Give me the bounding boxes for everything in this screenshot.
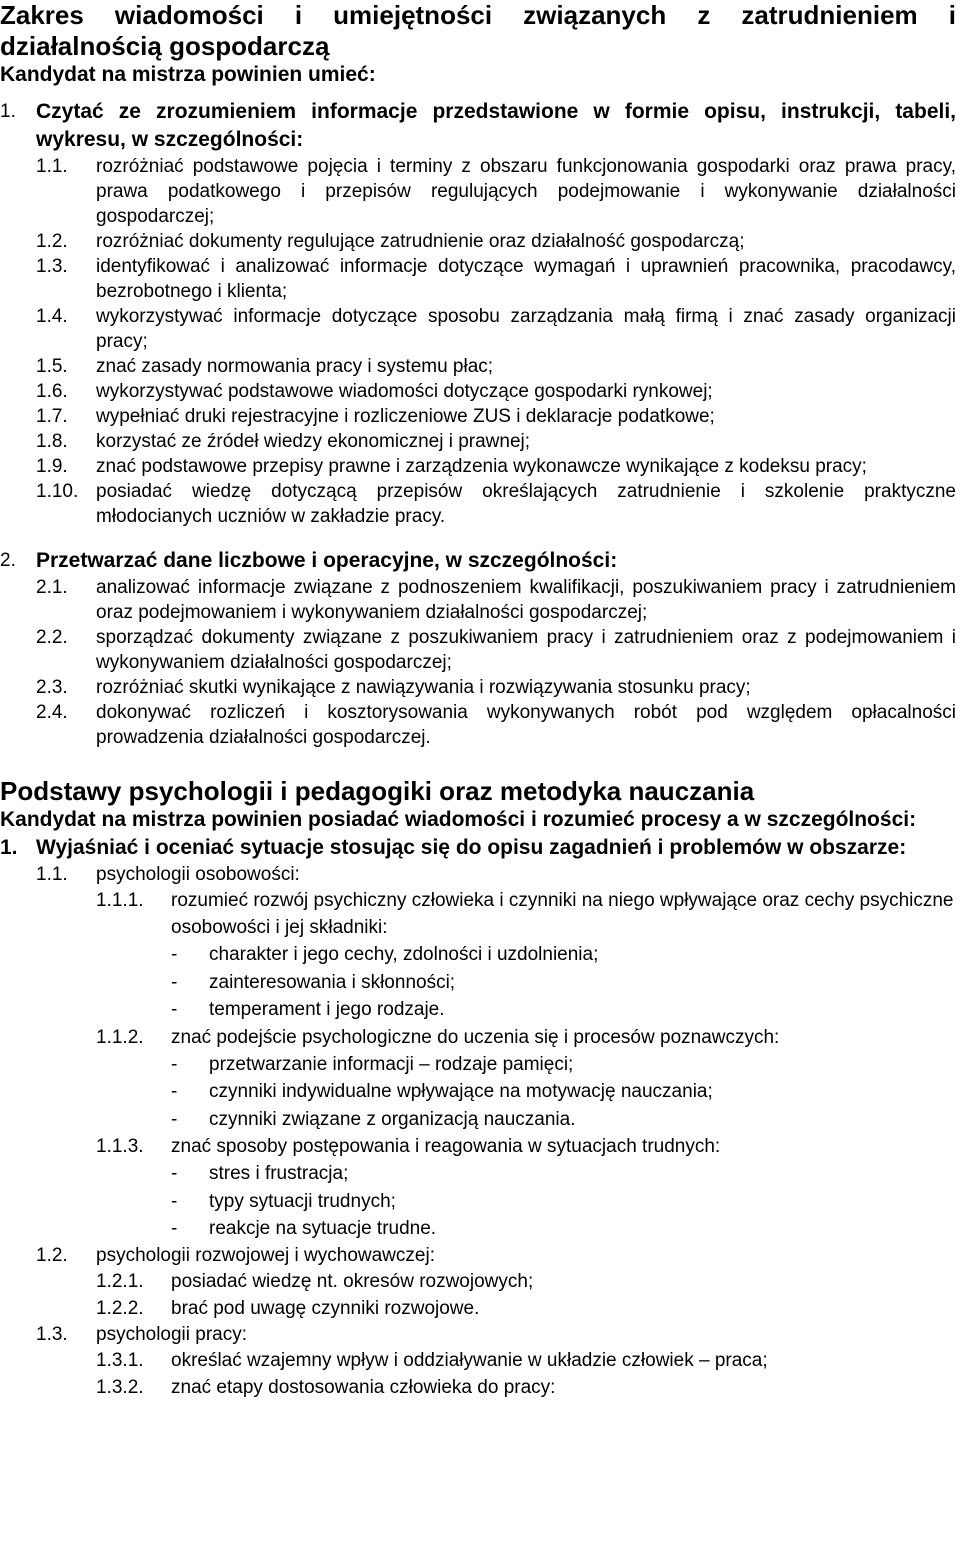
item-number: 1.2.	[36, 1244, 68, 1266]
item-text: znać podstawowe przepisy prawne i zarządzenia wykonawcze wynikające z kodeksu pracy;	[96, 456, 867, 477]
item-number: 1.3.	[36, 1323, 68, 1345]
list-item	[36, 379, 956, 404]
list-item	[36, 575, 956, 625]
item-text: wykorzystywać informacje dotyczące sposobu zarządzania małą firmą i znać zasady organizacji pracy;	[96, 306, 956, 352]
list-item	[36, 254, 956, 304]
item-number: 1.	[0, 836, 18, 859]
item-number: 1.6.	[36, 381, 68, 402]
dash-bullet: -	[171, 1163, 178, 1184]
item-text: psychologii osobowości:	[96, 864, 300, 885]
item-text: wypełniać druki rejestracyjne i rozliczeniowe ZUS i deklaracje podatkowe;	[96, 406, 715, 427]
list-item	[36, 404, 956, 429]
section-intro-employment: Kandydat na mistrza powinien umieć:	[0, 63, 376, 86]
item-text: brać pod uwagę czynniki rozwojowe.	[171, 1297, 480, 1319]
list-item	[36, 700, 956, 750]
list-item	[96, 1295, 956, 1322]
bullet-item	[171, 1188, 956, 1216]
dash-bullet: -	[171, 971, 178, 993]
main-item-2	[0, 547, 956, 575]
item-number: 1.3.2.	[96, 1376, 144, 1398]
item-text: stres i frustracja;	[209, 1163, 349, 1184]
item-text: Czytać ze zrozumieniem informacje przedstawione w formie opisu, instrukcji, tabeli, wykresu, w szczególności:	[36, 100, 956, 151]
item-text: znać zasady normowania pracy i systemu płac;	[96, 356, 494, 377]
list-item	[96, 1374, 956, 1401]
bullet-item	[171, 1215, 956, 1243]
item-number: 1.	[0, 101, 16, 122]
item-text: temperament i jego rodzaje.	[209, 999, 445, 1020]
item-text: znać etapy dostosowania człowieka do pracy:	[171, 1376, 556, 1398]
item-number: 2.3.	[36, 677, 68, 698]
dash-bullet: -	[171, 1053, 178, 1075]
dash-bullet: -	[171, 1190, 178, 1212]
item-number: 1.1.1.	[96, 890, 144, 911]
bullet-item	[171, 1078, 956, 1106]
list-item	[36, 429, 956, 454]
list-item	[96, 1133, 956, 1160]
item-text: psychologii rozwojowej i wychowawczej:	[96, 1244, 435, 1266]
list-item	[96, 1347, 956, 1374]
list-item	[96, 887, 956, 941]
section-title-employment: Zakres wiadomości i umiejętności związanych z zatrudnieniem i działalnością gospodarczą	[0, 0, 956, 61]
list-item	[36, 479, 956, 529]
bullet-item	[171, 996, 956, 1024]
item-text: rozróżniać skutki wynikające z nawiązywania i rozwiązywania stosunku pracy;	[96, 677, 751, 698]
list-item	[36, 1243, 956, 1268]
item-number: 1.5.	[36, 356, 68, 377]
item-text: typy sytuacji trudnych;	[209, 1190, 396, 1212]
list-item	[36, 354, 956, 379]
item-number: 1.1.3.	[96, 1136, 144, 1157]
item-number: 2.4.	[36, 702, 68, 723]
psych-item-1	[0, 834, 956, 862]
list-item	[36, 454, 956, 479]
item-number: 1.10.	[36, 481, 79, 502]
item-number: 1.8.	[36, 431, 68, 452]
dash-bullet: -	[171, 944, 178, 965]
item-number: 1.7.	[36, 406, 68, 427]
list-item	[36, 625, 956, 675]
item-number: 1.1.	[36, 864, 68, 885]
dash-bullet: -	[171, 1108, 178, 1130]
item-text: posiadać wiedzę nt. okresów rozwojowych;	[171, 1270, 534, 1292]
item-text: reakcje na sytuacje trudne.	[209, 1218, 437, 1239]
item-text: rozróżniać dokumenty regulujące zatrudnienie oraz działalność gospodarczą;	[96, 231, 745, 252]
bullet-item	[171, 1051, 956, 1079]
item-text: korzystać ze źródeł wiedzy ekonomicznej i prawnej;	[96, 431, 531, 452]
item-text: określać wzajemny wpływ i oddziaływanie w układzie człowiek – praca;	[171, 1349, 768, 1371]
item-text: dokonywać rozliczeń i kosztorysowania wykonywanych robót pod względem opłacalności prowadzenia działalności gospodarczej.	[96, 702, 956, 748]
item-text: czynniki związane z organizacją nauczania.	[209, 1108, 576, 1130]
list-item	[36, 154, 956, 229]
item-text: rozróżniać podstawowe pojęcia i terminy z obszaru funkcjonowania gospodarki oraz prawa pracy, prawa podatkowego i przepisów regulujących podejmowanie i wykonywanie działalności gospodarczej;	[96, 156, 956, 227]
item-text: analizować informacje związane z podnoszeniem kwalifikacji, poszukiwaniem pracy i zatrudnieniem oraz podejmowaniem i wykonywaniem działalności gospodarczej;	[96, 577, 956, 623]
list-item	[96, 1024, 956, 1051]
item-text: sporządzać dokumenty związane z poszukiwaniem pracy i zatrudnieniem oraz z podejmowaniem i wykonywaniem działalności gospodarczej;	[96, 627, 956, 673]
section-intro-psychology: Kandydat na mistrza powinien posiadać wiadomości i rozumieć procesy a w szczególności:	[0, 808, 917, 831]
item-text: charakter i jego cechy, zdolności i uzdolnienia;	[209, 944, 599, 965]
item-text: psychologii pracy:	[96, 1323, 248, 1345]
item-text: znać sposoby postępowania i reagowania w sytuacjach trudnych:	[171, 1136, 721, 1157]
main-item-1	[0, 98, 956, 154]
item-text: identyfikować i analizować informacje dotyczące wymagań i uprawnień pracownika, pracodawcy, bezrobotnego i klienta;	[96, 256, 956, 302]
list-item	[96, 1268, 956, 1295]
item-text: Wyjaśniać i oceniać sytuacje stosując się do opisu zagadnień i problemów w obszarze:	[36, 836, 907, 859]
item-number: 1.2.1.	[96, 1270, 144, 1292]
item-text: posiadać wiedzę dotyczącą przepisów określających zatrudnienie i szkolenie praktyczne młodocianych uczniów w zakładzie pracy.	[96, 481, 956, 527]
bullet-item	[171, 1160, 956, 1188]
item-number: 1.1.	[36, 156, 68, 177]
item-number: 1.2.	[36, 231, 68, 252]
item-number: 2.	[0, 550, 16, 571]
list-item	[36, 229, 956, 254]
item-text: wykorzystywać podstawowe wiadomości dotyczące gospodarki rynkowej;	[96, 381, 713, 402]
bullet-item	[171, 941, 956, 969]
item-number: 1.9.	[36, 456, 68, 477]
list-item	[36, 862, 956, 887]
dash-bullet: -	[171, 1218, 178, 1239]
item-number: 1.3.	[36, 256, 68, 277]
bullet-item	[171, 1106, 956, 1134]
item-text: znać podejście psychologiczne do uczenia się i procesów poznawczych:	[171, 1026, 780, 1048]
item-number: 2.2.	[36, 627, 68, 648]
item-text: czynniki indywidualne wpływające na motywację nauczania;	[209, 1081, 713, 1102]
dash-bullet: -	[171, 1081, 178, 1102]
item-text: Przetwarzać dane liczbowe i operacyjne, w szczególności:	[36, 549, 618, 572]
item-number: 2.1.	[36, 577, 68, 598]
item-number: 1.1.2.	[96, 1026, 144, 1048]
bullet-item	[171, 969, 956, 997]
item-number: 1.4.	[36, 306, 68, 327]
item-text: przetwarzanie informacji – rodzaje pamięci;	[209, 1053, 574, 1075]
item-number: 1.2.2.	[96, 1297, 144, 1319]
section-title-psychology: Podstawy psychologii i pedagogiki oraz metodyka nauczania	[0, 776, 755, 806]
list-item	[36, 304, 956, 354]
dash-bullet: -	[171, 999, 178, 1020]
list-item	[36, 675, 956, 700]
list-item	[36, 1322, 956, 1347]
item-text: rozumieć rozwój psychiczny człowieka i czynniki na niego wpływające oraz cechy psychiczne osobowości i jej składniki:	[171, 890, 954, 938]
item-number: 1.3.1.	[96, 1349, 144, 1371]
item-text: zainteresowania i skłonności;	[209, 971, 456, 993]
